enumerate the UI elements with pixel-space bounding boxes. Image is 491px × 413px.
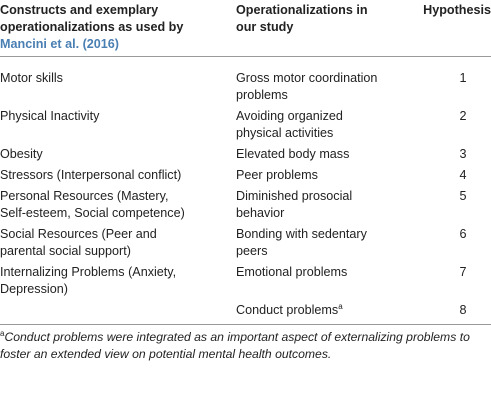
construct-text: Internalizing Problems (Anxiety, (0, 265, 177, 279)
table-row (0, 302, 491, 325)
table-header (0, 0, 491, 57)
operationalization-cell (236, 188, 409, 226)
operationalization-cell (236, 108, 409, 146)
operationalization-text-2: problems (236, 88, 288, 102)
table-row (0, 108, 491, 146)
construct-text-2: Self-esteem, Social competence) (0, 206, 185, 220)
operationalization-cell (236, 302, 409, 325)
construct-cell (0, 226, 236, 264)
construct-cell (0, 167, 236, 188)
operationalization-text: Elevated body mass (236, 147, 350, 161)
operationalization-text: Gross motor coordination (236, 71, 378, 85)
operationalization-text: Avoiding organized (236, 109, 343, 123)
hypothesis-cell: 1 (459, 71, 467, 85)
operationalization-text: Conduct problems (236, 303, 339, 317)
table-row (0, 146, 491, 167)
header-hypothesis: Hypothesis (423, 3, 491, 17)
citation-link-mancini[interactable]: Mancini et al. (2016) (0, 37, 119, 51)
footnote-text: Conduct problems were integrated as an important aspect of externalizing problems to foster an extended view on potential mental health outcomes. (0, 330, 470, 361)
operationalization-cell (236, 226, 409, 264)
construct-text-2: parental social support) (0, 244, 131, 258)
operationalization-text-2: physical activities (236, 126, 334, 140)
hypothesis-cell: 6 (459, 227, 467, 241)
header-constructs-line2: operationalizations as used by (0, 20, 184, 34)
construct-cell (0, 302, 236, 325)
construct-text: Physical Inactivity (0, 109, 100, 123)
table-row (0, 188, 491, 226)
hypothesis-cell: 8 (459, 303, 467, 317)
construct-cell (0, 264, 236, 302)
header-operationalizations (236, 0, 409, 57)
construct-cell (0, 108, 236, 146)
hypothesis-cell: 4 (459, 168, 467, 182)
operationalization-cell (236, 146, 409, 167)
table-row (0, 226, 491, 264)
operationalization-cell (236, 57, 409, 109)
table-row (0, 57, 491, 109)
table-row (0, 264, 491, 302)
header-constructs (0, 0, 236, 57)
table-footnote (0, 329, 491, 363)
operationalization-text: Emotional problems (236, 265, 348, 279)
construct-cell (0, 146, 236, 167)
footnote-superscript: a (0, 328, 5, 338)
hypothesis-cell: 2 (459, 109, 467, 123)
header-operationalizations-line1: Operationalizations in (236, 3, 368, 17)
operationalization-text-2: behavior (236, 206, 285, 220)
construct-text: Motor skills (0, 71, 63, 85)
operationalization-text-2: peers (236, 244, 268, 258)
operationalization-text: Peer problems (236, 168, 318, 182)
construct-text: Social Resources (Peer and (0, 227, 157, 241)
hypothesis-cell: 3 (459, 147, 467, 161)
header-row (0, 0, 491, 57)
hypothesis-cell: 5 (459, 189, 467, 203)
table-body (0, 57, 491, 325)
header-constructs-line1: Constructs and exemplary (0, 3, 159, 17)
operationalization-cell (236, 167, 409, 188)
footnote-marker[interactable]: a (338, 301, 343, 311)
operationalization-text: Bonding with sedentary (236, 227, 367, 241)
construct-text: Stressors (Interpersonal conflict) (0, 168, 182, 182)
construct-text: Obesity (0, 147, 43, 161)
operationalization-text: Diminished prosocial (236, 189, 353, 203)
construct-cell (0, 188, 236, 226)
construct-text: Personal Resources (Mastery, (0, 189, 169, 203)
hypothesis-cell: 7 (459, 265, 467, 279)
construct-cell (0, 57, 236, 109)
construct-text-2: Depression) (0, 282, 68, 296)
header-operationalizations-line2: our study (236, 20, 294, 34)
operationalization-cell (236, 264, 409, 302)
table-row (0, 167, 491, 188)
